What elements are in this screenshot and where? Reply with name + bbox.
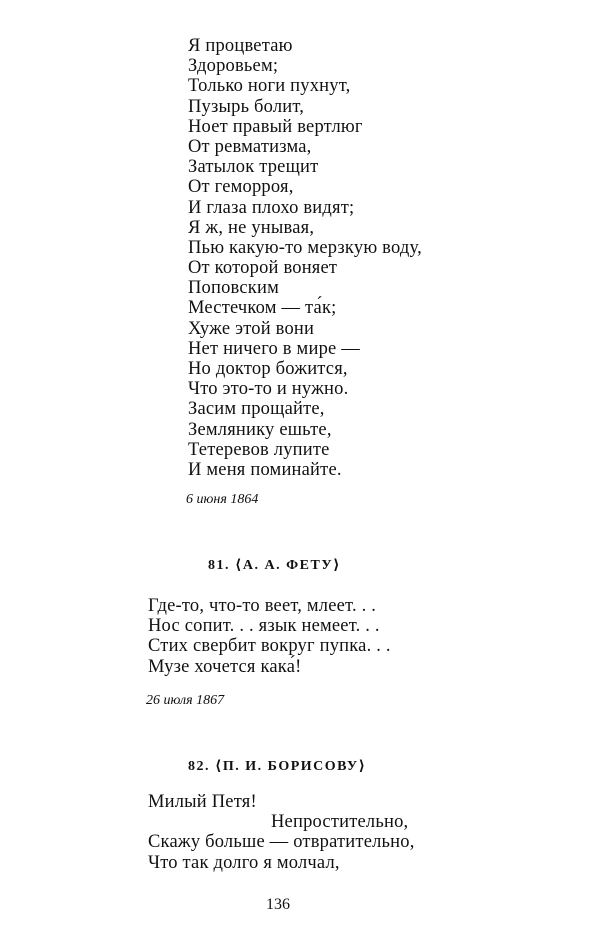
- poem-line: Землянику ешьте,: [188, 419, 332, 440]
- poem-line: Местечком — та́к;: [188, 298, 337, 319]
- poem-line: От геморроя,: [188, 177, 294, 198]
- poem-line: Но доктор божится,: [188, 359, 348, 379]
- poem-line: Засим прощайте,: [188, 399, 325, 420]
- poem-line: И глаза плохо видят;: [188, 197, 355, 218]
- poem-81-date: 26 июля 1867: [146, 693, 225, 708]
- poem-line: Скажу больше — отвратительно,: [148, 832, 415, 853]
- poem-line: Тетеревов лупите: [188, 439, 330, 460]
- poem-82-heading: 82. ⟨П. И. БОРИСОВУ⟩: [188, 759, 367, 774]
- poem-line: Только ноги пухнут,: [188, 76, 351, 97]
- poem-line: Что так долго я молчал,: [148, 852, 340, 873]
- poem-line: Милый Петя!: [148, 792, 257, 812]
- poem-line: Здоровьем;: [188, 56, 279, 77]
- poem-line: От ревматизма,: [188, 136, 312, 157]
- poem-80-text: [188, 36, 422, 480]
- poem-80-date: 6 июня 1864: [186, 492, 259, 507]
- poem-line: Нос сопит. . . язык немеет. . .: [148, 616, 380, 637]
- poem-line: Затылок трещит: [188, 157, 319, 178]
- poem-line: Музе хочется кака́!: [148, 656, 302, 677]
- poem-81-heading: 81. ⟨А. А. ФЕТУ⟩: [208, 558, 341, 573]
- poem-line: Нет ничего в мире —: [188, 338, 360, 359]
- poem-line: И меня поминайте.: [188, 459, 342, 480]
- poem-line: Пузырь болит,: [188, 96, 305, 117]
- poem-line: Пью какую-то мерзкую воду,: [188, 237, 422, 258]
- poem-82-text: [148, 792, 415, 873]
- poem-81-text: [148, 596, 391, 677]
- page-number: 136: [266, 896, 290, 913]
- poem-line: Что это-то и нужно.: [188, 379, 349, 400]
- poem-line: Я ж, не унывая,: [188, 217, 315, 238]
- poem-line: Стих свербит вокруг пупка. . .: [148, 636, 391, 657]
- poem-line: Хуже этой вони: [188, 318, 315, 339]
- poem-line: От которой воняет: [188, 258, 338, 279]
- poem-line: Поповским: [188, 278, 279, 299]
- poem-line: Я процветаю: [188, 36, 293, 56]
- poem-line: Ноет правый вертлюг: [188, 116, 363, 137]
- poem-line: Где-то, что-то веет, млеет. . .: [148, 596, 377, 616]
- poem-line: Непростительно,: [271, 812, 409, 833]
